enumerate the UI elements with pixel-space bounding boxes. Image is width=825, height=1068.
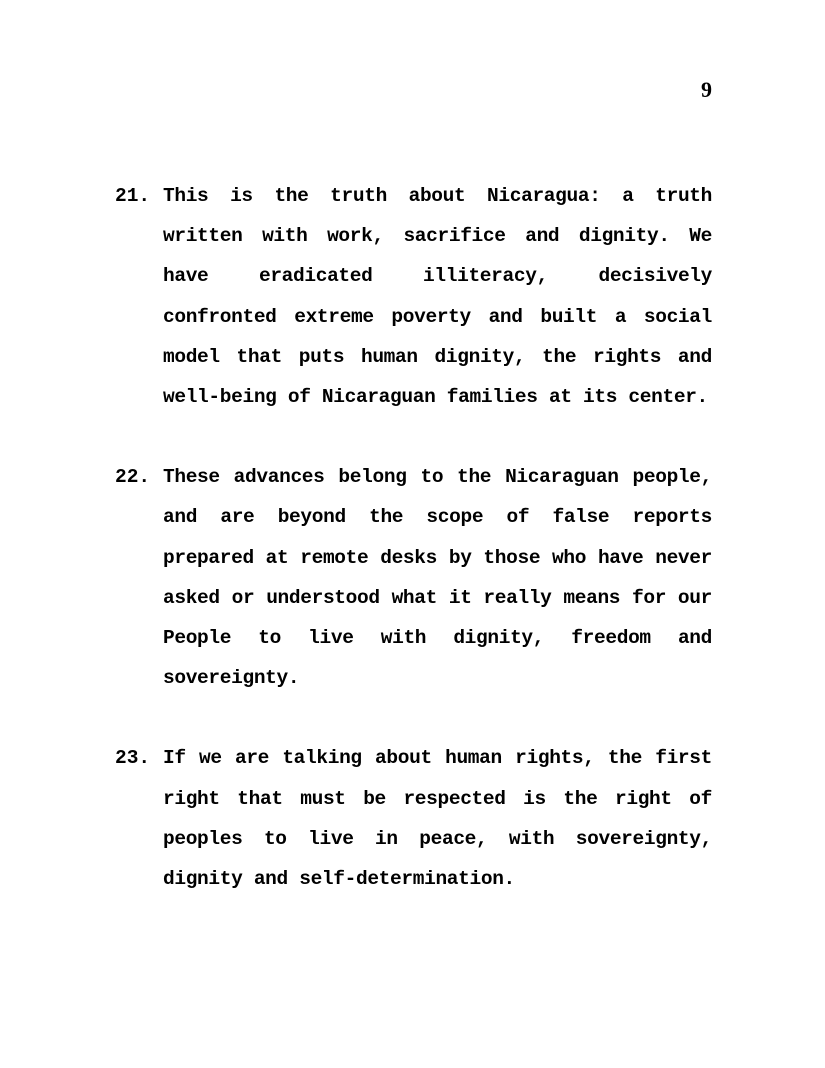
page-number: 9 bbox=[701, 77, 712, 102]
numbered-paragraph-list bbox=[0, 176, 825, 939]
paragraph-number: 21. bbox=[115, 185, 151, 207]
paragraph-number: 22. bbox=[115, 466, 151, 489]
paragraph-text: This is the truth about Nicaragua: a truth written with work, sacrifice and dignity. We have eradicated illiteracy, decisively confronted extreme poverty and built a social model that puts human dignity, the rights and well-being of Nicaraguan families at its center. bbox=[163, 185, 712, 409]
paragraph-text: If we are talking about human rights, the first right that must be respected is the right of peoples to live in peace, with sovereignty, dignity and self-determination. bbox=[163, 747, 712, 891]
paragraph-item bbox=[115, 176, 712, 417]
paragraph-text: These advances belong to the Nicaraguan people, and are beyond the scope of false reports prepared at remote desks by those who have never asked or understood what it really means for our People to live with dignity, freedom and sovereignty. bbox=[163, 466, 712, 690]
paragraph-item bbox=[115, 457, 712, 698]
paragraph-number: 23. bbox=[115, 747, 151, 770]
paragraph-item bbox=[115, 738, 712, 899]
